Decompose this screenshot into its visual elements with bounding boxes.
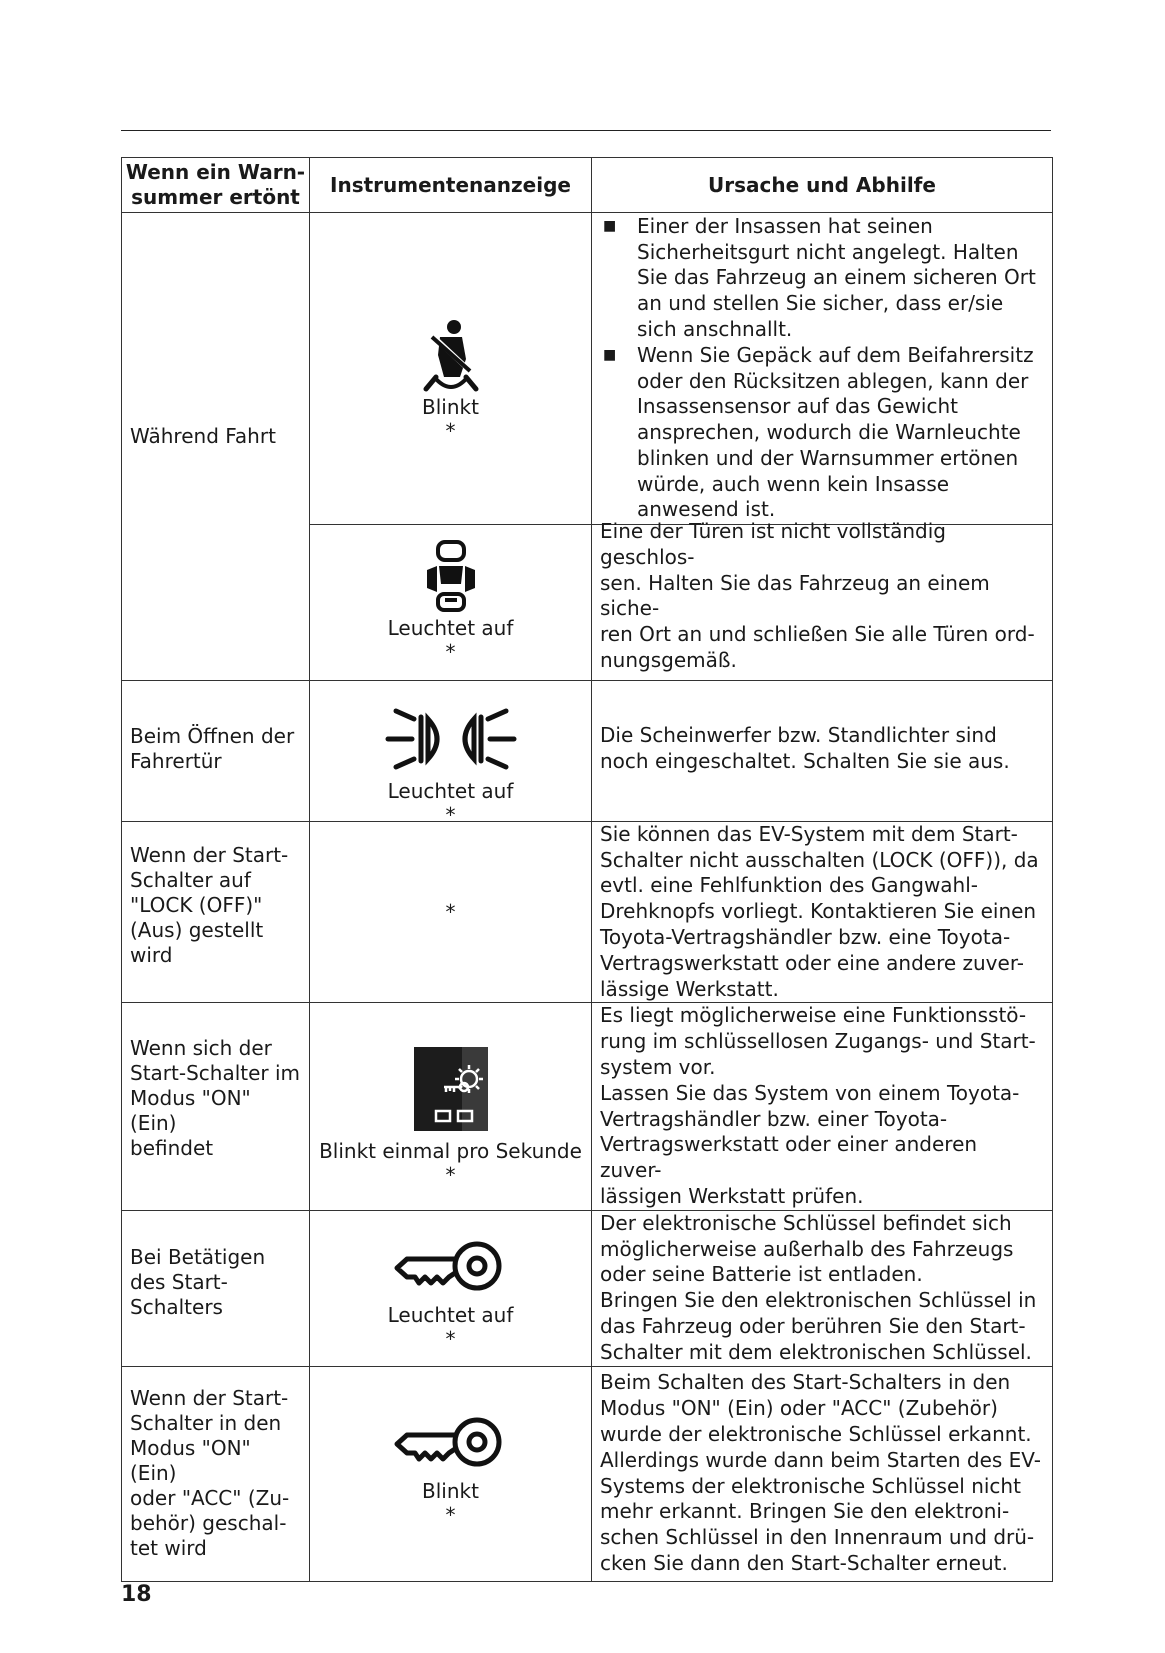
indicator-cell bbox=[310, 1366, 592, 1581]
condition-cell bbox=[122, 680, 310, 821]
table-row bbox=[122, 1366, 1053, 1581]
footnote-star: * bbox=[445, 1162, 456, 1187]
footnote-star: * bbox=[445, 802, 456, 827]
indicator-label: Blinkt bbox=[422, 394, 479, 419]
footnote-star: * bbox=[445, 900, 456, 925]
key-icon bbox=[393, 1413, 509, 1471]
header-rule bbox=[121, 130, 1051, 131]
condition-text: Wenn sich der Start-Schalter im Modus "ON" (Ein) befindet bbox=[130, 1036, 301, 1161]
condition-text: Wenn der Start- Schalter auf "LOCK (OFF)" (Aus) gestellt wird bbox=[130, 842, 289, 967]
footnote-star: * bbox=[445, 640, 456, 665]
table-row bbox=[122, 213, 1053, 525]
cause-bullet: ■ Wenn Sie Gepäck auf dem Beifahrersitz oder den Rücksitzen ablegen, kann der Insassensensor auf das Gewicht ansprechen, wodurch die Warnleuchte blinken und der Warnsummer ertönen würde, auch wenn kein Insasse anwesend ist. bbox=[603, 342, 1034, 522]
cause-text: Die Scheinwerfer bzw. Standlichter sind noch eingeschaltet. Schalten Sie sie aus. bbox=[600, 722, 1010, 773]
cause-text: Es liegt möglicherweise eine Funktionsstö- rung im schlüssellosen Zugangs- und Start- system vor. Lassen Sie das System von einem Toyota- Vertragshändler bzw. einer Toyota- Vertragswerkstatt oder einer anderen zuver- lässigen Werkstatt prüfen. bbox=[600, 1003, 1036, 1208]
indicator-cell bbox=[310, 213, 592, 525]
indicator-label: Blinkt bbox=[422, 1478, 479, 1503]
indicator-label: Leuchtet auf bbox=[387, 1303, 514, 1328]
cause-cell bbox=[592, 213, 1053, 525]
cause-cell bbox=[592, 1210, 1053, 1366]
cause-cell bbox=[592, 821, 1053, 1003]
smart-key-system-warning-icon bbox=[414, 1047, 488, 1131]
door-open-icon bbox=[421, 540, 481, 616]
headlight-on-icon bbox=[384, 699, 518, 779]
cause-text: Sie können das EV-System mit dem Start- Schalter nicht ausschalten (LOCK (OFF)), da evtl. eine Fehlfunktion des Gangwahl- Drehknopfs vorliegt. Kontaktieren Sie einen Toyota-Vertragshändler bzw. eine Toyota- Vertragswerkstatt oder eine andere zuver- lässige Werkstatt. bbox=[600, 821, 1039, 1001]
footnote-star: * bbox=[445, 1502, 456, 1527]
bullet-square-icon: ■ bbox=[603, 217, 617, 234]
footnote-star: * bbox=[445, 418, 456, 443]
cause-text: Beim Schalten des Start-Schalters in den Modus "ON" (Ein) oder "ACC" (Zubehör) wurde der elektronische Schlüssel erkannt. Allerdings wurde dann beim Starten des EV- Systems der elektronische Schlüssel nicht mehr erkannt. Bringen Sie den elektroni- schen Schlüssel in den Innenraum und drü- cken Sie dann den Start-Schalter erneut. bbox=[600, 1370, 1042, 1575]
indicator-cell bbox=[310, 525, 592, 681]
cause-text: Eine der Türen ist nicht vollständig geschlos- sen. Halten Sie das Fahrzeug an einem siche- ren Ort an und schließen Sie alle Türen ord- nungsgemäß. bbox=[600, 519, 1035, 672]
table-row bbox=[122, 680, 1053, 821]
indicator-label: Blinkt einmal pro Sekunde bbox=[319, 1138, 582, 1163]
condition-text: Wenn der Start- Schalter in den Modus "ON" (Ein) oder "ACC" (Zu- behör) geschal- tet wird bbox=[130, 1386, 290, 1561]
table-header-row bbox=[122, 158, 1053, 213]
header-indicator: Instrumentenanzeige bbox=[310, 158, 592, 213]
condition-text: Während Fahrt bbox=[130, 423, 276, 448]
cause-cell bbox=[592, 519, 1053, 681]
condition-cell bbox=[122, 1210, 310, 1366]
header-cause: Ursache und Abhilfe bbox=[592, 158, 1053, 213]
condition-text: Beim Öffnen der Fahrertür bbox=[130, 723, 295, 773]
table-row bbox=[122, 1003, 1053, 1210]
bullet-square-icon: ■ bbox=[603, 346, 617, 363]
indicator-cell bbox=[310, 1210, 592, 1366]
indicator-label: Leuchtet auf bbox=[387, 778, 514, 803]
footnote-star: * bbox=[445, 1327, 456, 1352]
condition-cell bbox=[122, 1366, 310, 1581]
indicator-cell bbox=[310, 680, 592, 827]
cause-cell bbox=[592, 1366, 1053, 1581]
seatbelt-warning-icon bbox=[418, 319, 484, 395]
table-row bbox=[122, 1210, 1053, 1366]
warning-buzzer-table bbox=[121, 157, 1053, 1582]
condition-cell bbox=[122, 821, 310, 1003]
table-row bbox=[122, 821, 1053, 1003]
indicator-label: Leuchtet auf bbox=[387, 616, 514, 641]
condition-text: Bei Betätigen des Start- Schalters bbox=[130, 1244, 266, 1319]
indicator-cell bbox=[310, 821, 592, 1003]
header-condition: Wenn ein Warn- summer ertönt bbox=[122, 158, 310, 213]
cause-bullet: ■ Einer der Insassen hat seinen Sicherheitsgurt nicht angelegt. Halten Sie das Fahrzeug an einem sicheren Ort an und stellen Sie sicher, dass er/sie sich anschnallt. bbox=[603, 213, 1036, 341]
cause-text: Der elektronische Schlüssel befindet sich möglicherweise außerhalb des Fahrzeugs oder seine Batterie ist entladen. Bringen Sie den elektronischen Schlüssel in das Fahrzeug oder berühren Sie den Start- Schalter mit dem elektronischen Schlüssel. bbox=[600, 1210, 1037, 1364]
key-icon bbox=[393, 1237, 509, 1295]
cause-cell bbox=[592, 680, 1053, 821]
cause-cell bbox=[592, 1003, 1053, 1210]
condition-cell bbox=[122, 213, 310, 681]
condition-cell bbox=[122, 1003, 310, 1210]
indicator-cell bbox=[310, 1003, 592, 1210]
page-number: 18 bbox=[121, 1582, 152, 1607]
